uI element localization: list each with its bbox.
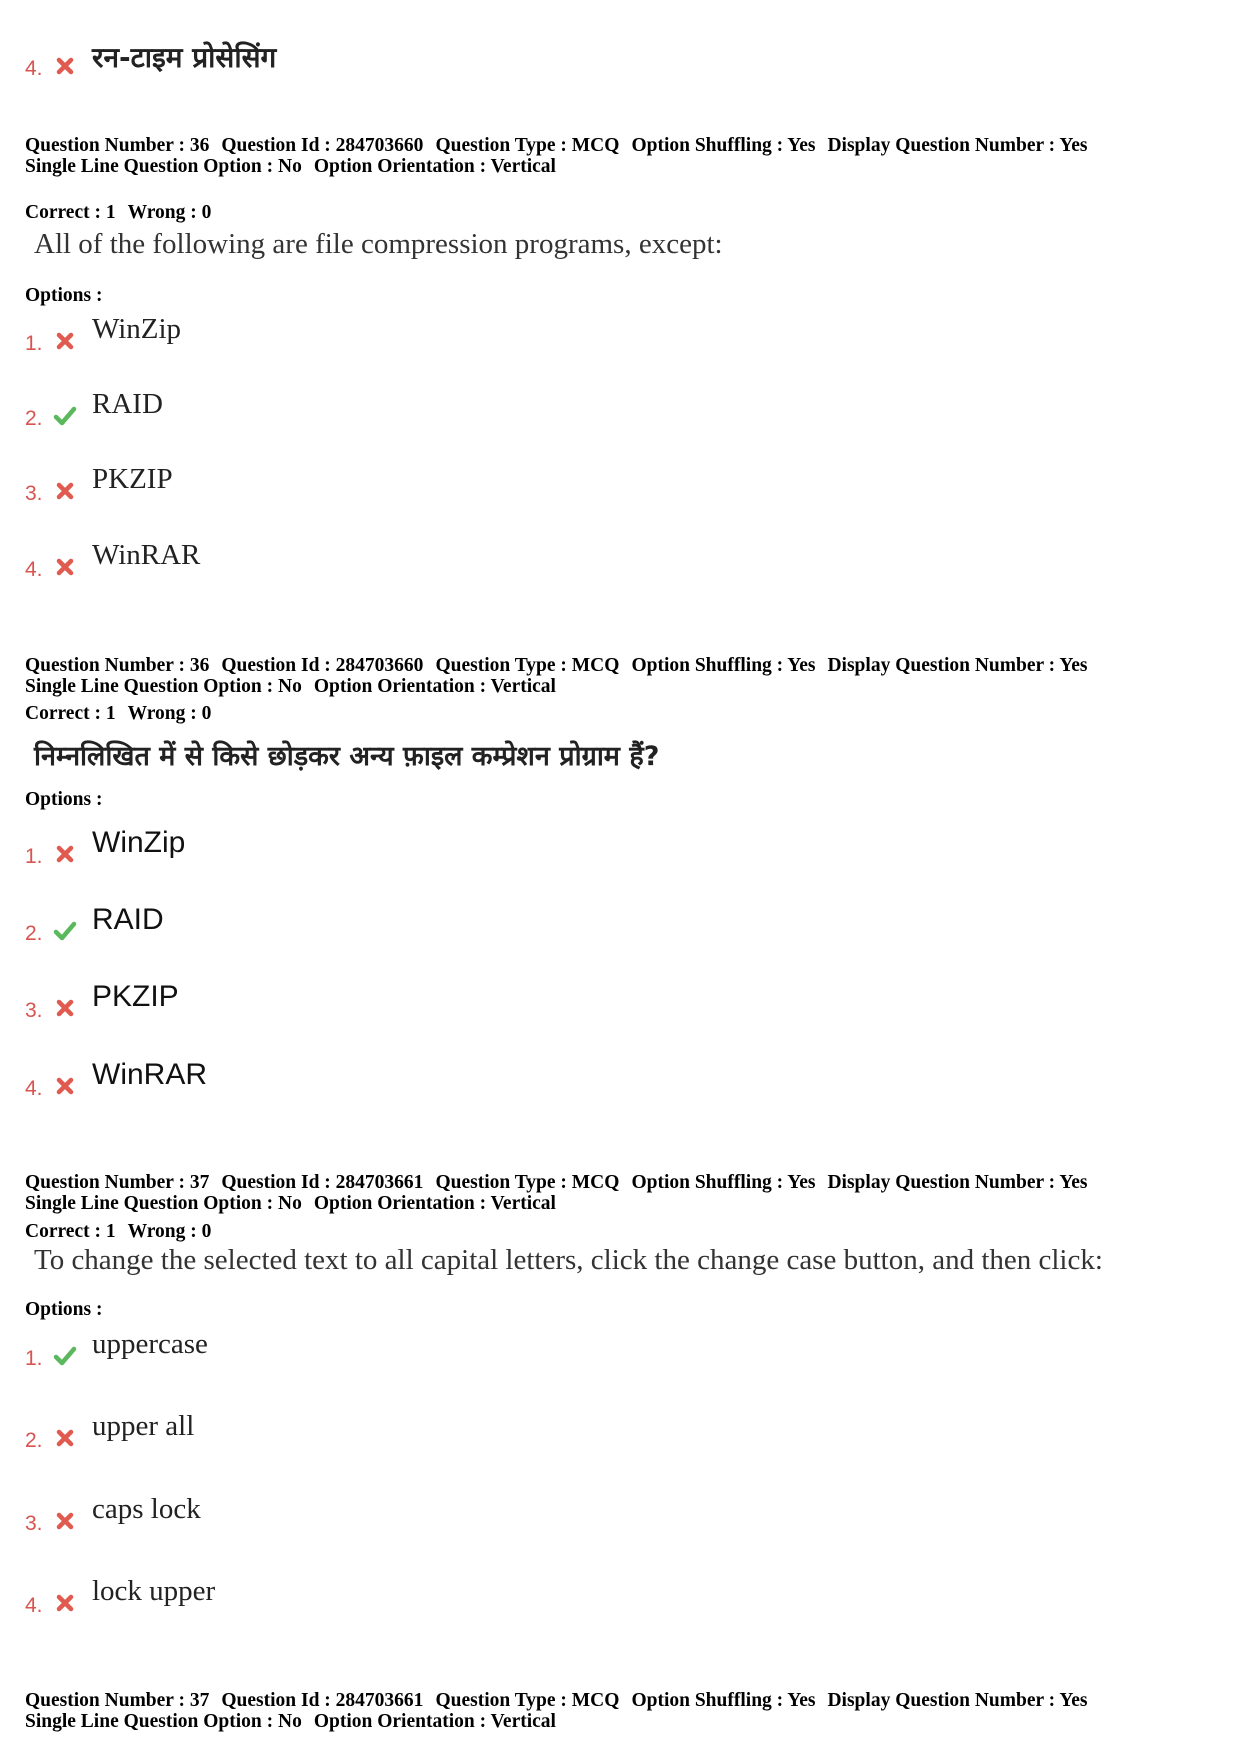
options-label: Options :: [25, 789, 103, 810]
option-number: 4.: [25, 558, 43, 581]
option-text: lock upper: [92, 1575, 216, 1607]
option-text: रन-टाइम प्रोसेसिंग: [92, 41, 277, 74]
wrong-cross-icon: [53, 842, 77, 866]
option-text: WinRAR: [92, 1058, 208, 1091]
option-number: 1.: [25, 845, 43, 868]
question-meta: Question Number : 37 Question Id : 284703661 Question Type : MCQ Option Shuffling : Yes Display Question Number : Yes Single Line Question Option : No Option Orientation : Vertical: [25, 1690, 1088, 1732]
option-text: PKZIP: [92, 980, 179, 1013]
option-text: RAID: [92, 903, 164, 936]
wrong-cross-icon: [53, 555, 77, 579]
option-number: 4.: [25, 1077, 43, 1100]
correct-check-icon: [53, 404, 77, 428]
wrong-cross-icon: [53, 54, 77, 78]
wrong-cross-icon: [53, 1074, 77, 1098]
correct-check-icon: [53, 1344, 77, 1368]
wrong-cross-icon: [53, 1426, 77, 1450]
option-text: caps lock: [92, 1493, 201, 1525]
question-text: निम्नलिखित में से किसे छोड़कर अन्य फ़ाइल कम्प्रेशन प्रोग्राम हैं?: [34, 741, 660, 772]
option-number: 3.: [25, 999, 43, 1022]
option-number: 1.: [25, 332, 43, 355]
question-meta: Question Number : 37 Question Id : 284703661 Question Type : MCQ Option Shuffling : Yes Display Question Number : Yes Single Line Question Option : No Option Orientation : Vertical: [25, 1172, 1088, 1214]
question-text: All of the following are file compression programs, except:: [34, 228, 723, 260]
correct-check-icon: [53, 919, 77, 943]
option-number: 2.: [25, 922, 43, 945]
option-number: 2.: [25, 1429, 43, 1452]
option-number: 3.: [25, 482, 43, 505]
wrong-cross-icon: [53, 996, 77, 1020]
option-number: 1.: [25, 1347, 43, 1370]
option-text: uppercase: [92, 1328, 208, 1360]
question-meta: Question Number : 36 Question Id : 284703660 Question Type : MCQ Option Shuffling : Yes Display Question Number : Yes Single Line Question Option : No Option Orientation : Vertical: [25, 655, 1088, 697]
options-label: Options :: [25, 285, 103, 306]
question-meta: Question Number : 36 Question Id : 284703660 Question Type : MCQ Option Shuffling : Yes Display Question Number : Yes Single Line Question Option : No Option Orientation : Vertical: [25, 135, 1088, 177]
option-number: 4.: [25, 57, 43, 80]
wrong-cross-icon: [53, 1509, 77, 1533]
option-number: 2.: [25, 407, 43, 430]
wrong-cross-icon: [53, 479, 77, 503]
marks-line: Correct : 1 Wrong : 0: [25, 703, 212, 724]
wrong-cross-icon: [53, 329, 77, 353]
question-text: To change the selected text to all capital letters, click the change case button, and then click:: [34, 1244, 1103, 1276]
wrong-cross-icon: [53, 1591, 77, 1615]
option-text: RAID: [92, 388, 163, 420]
marks-line: Correct : 1 Wrong : 0: [25, 1221, 212, 1242]
option-number: 4.: [25, 1594, 43, 1617]
option-text: upper all: [92, 1410, 195, 1442]
option-text: WinZip: [92, 313, 182, 345]
option-text: PKZIP: [92, 463, 173, 495]
marks-line: Correct : 1 Wrong : 0: [25, 202, 212, 223]
option-text: WinZip: [92, 826, 186, 859]
options-label: Options :: [25, 1299, 103, 1320]
option-text: WinRAR: [92, 539, 201, 571]
option-number: 3.: [25, 1512, 43, 1535]
